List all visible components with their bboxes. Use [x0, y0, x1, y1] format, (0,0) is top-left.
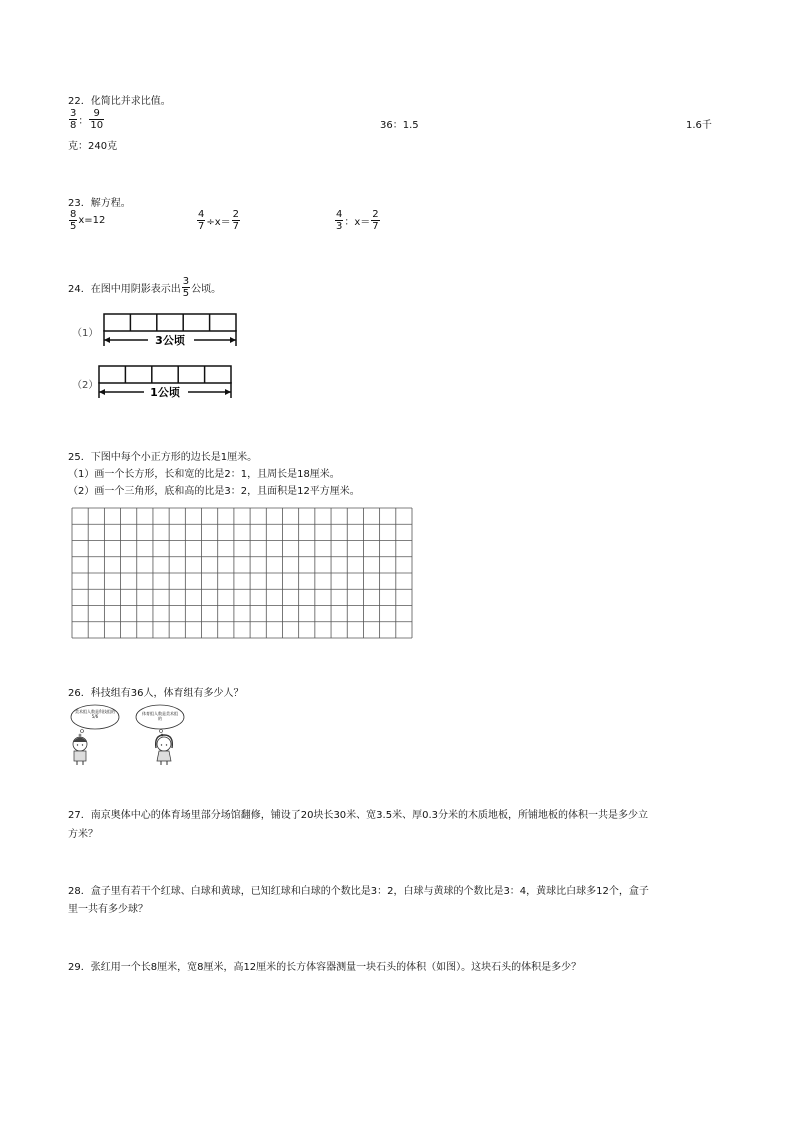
q29-line-1: 29．张红用一个长8厘米，宽8厘米，高12厘米的长方体容器测量一块石头的体积（如图）。这块石头的体积是多少？	[68, 962, 582, 973]
q23-eq-2: $\frac{4}{7}$ ÷x＝ $\frac{2}{7}$	[198, 209, 240, 232]
bubble-1-text: 美术组人数是科技组的5/6	[75, 709, 115, 719]
q28-line-1: 28．盒子里有若干个红球、白球和黄球，已知红球和白球的个数比是3：2，白球与黄球的个数比是3：4，黄球比白球多12个，盒子	[68, 886, 649, 897]
q23-title: 23．解方程。	[68, 198, 131, 209]
q25-part-1: （1）画一个长方形，长和宽的比是2：1，且周长是18厘米。	[68, 469, 340, 480]
q23-eq-1: $\frac{8}{5}$ x=12	[70, 209, 106, 232]
q22-expr-1: $\frac{3}{8}$ ： $\frac{9}{10}$	[70, 108, 104, 131]
q22-expr-2: 36：1.5	[380, 120, 419, 131]
fraction: $\frac{9}{10}$	[90, 108, 104, 131]
fraction: $\frac{3}{8}$	[70, 108, 77, 131]
figure-2-bar	[94, 364, 236, 400]
q22-expr-3-start: 1.6千	[686, 120, 712, 131]
fraction: $\frac{2}{7}$	[372, 209, 379, 232]
figure-1-label: （1）	[72, 328, 99, 339]
q24-title: 24．在图中用阴影表示出 $\frac{3}{5}$ 公顷。	[68, 276, 222, 299]
bubble-2-text: 体育组人数是美术组的	[142, 711, 178, 721]
q25-part-2: （2）画一个三角形，底和高的比是3：2，且面积是12平方厘米。	[68, 486, 360, 497]
q22-title: 22．化简比并求比值。	[68, 96, 171, 107]
fraction: $\frac{4}{3}$	[336, 209, 343, 232]
q28-line-2: 里一共有多少球？	[68, 904, 148, 915]
figure-2-caption: 1公顷	[150, 386, 180, 399]
q26-title: 26．科技组有36人，体育组有多少人？	[68, 688, 244, 699]
figure-2-label: （2）	[72, 380, 99, 391]
figure-1-caption: 3公顷	[155, 334, 185, 347]
fraction: $\frac{2}{7}$	[232, 209, 240, 232]
q27-line-1: 27．南京奥体中心的体育场里部分场馆翻修，铺设了20块长30米、宽3.5米、厚0.3分米的木质地板，所铺地板的体积一共是多少立	[68, 810, 648, 821]
fraction: $\frac{8}{5}$	[70, 209, 77, 232]
q25-title: 25．下图中每个小正方形的边长是1厘米。	[68, 452, 258, 463]
q22-expr-3-end: 克：240克	[68, 141, 118, 152]
square-grid	[70, 506, 414, 640]
fraction: $\frac{3}{5}$	[182, 276, 190, 299]
boy-figure	[73, 737, 87, 765]
q27-line-2: 方米？	[68, 829, 98, 840]
fraction: $\frac{4}{7}$	[198, 209, 205, 232]
q23-eq-3: $\frac{4}{3}$ ：x＝ $\frac{2}{7}$	[336, 209, 379, 232]
girl-figure	[156, 735, 173, 765]
figure-1-bar	[98, 312, 240, 348]
